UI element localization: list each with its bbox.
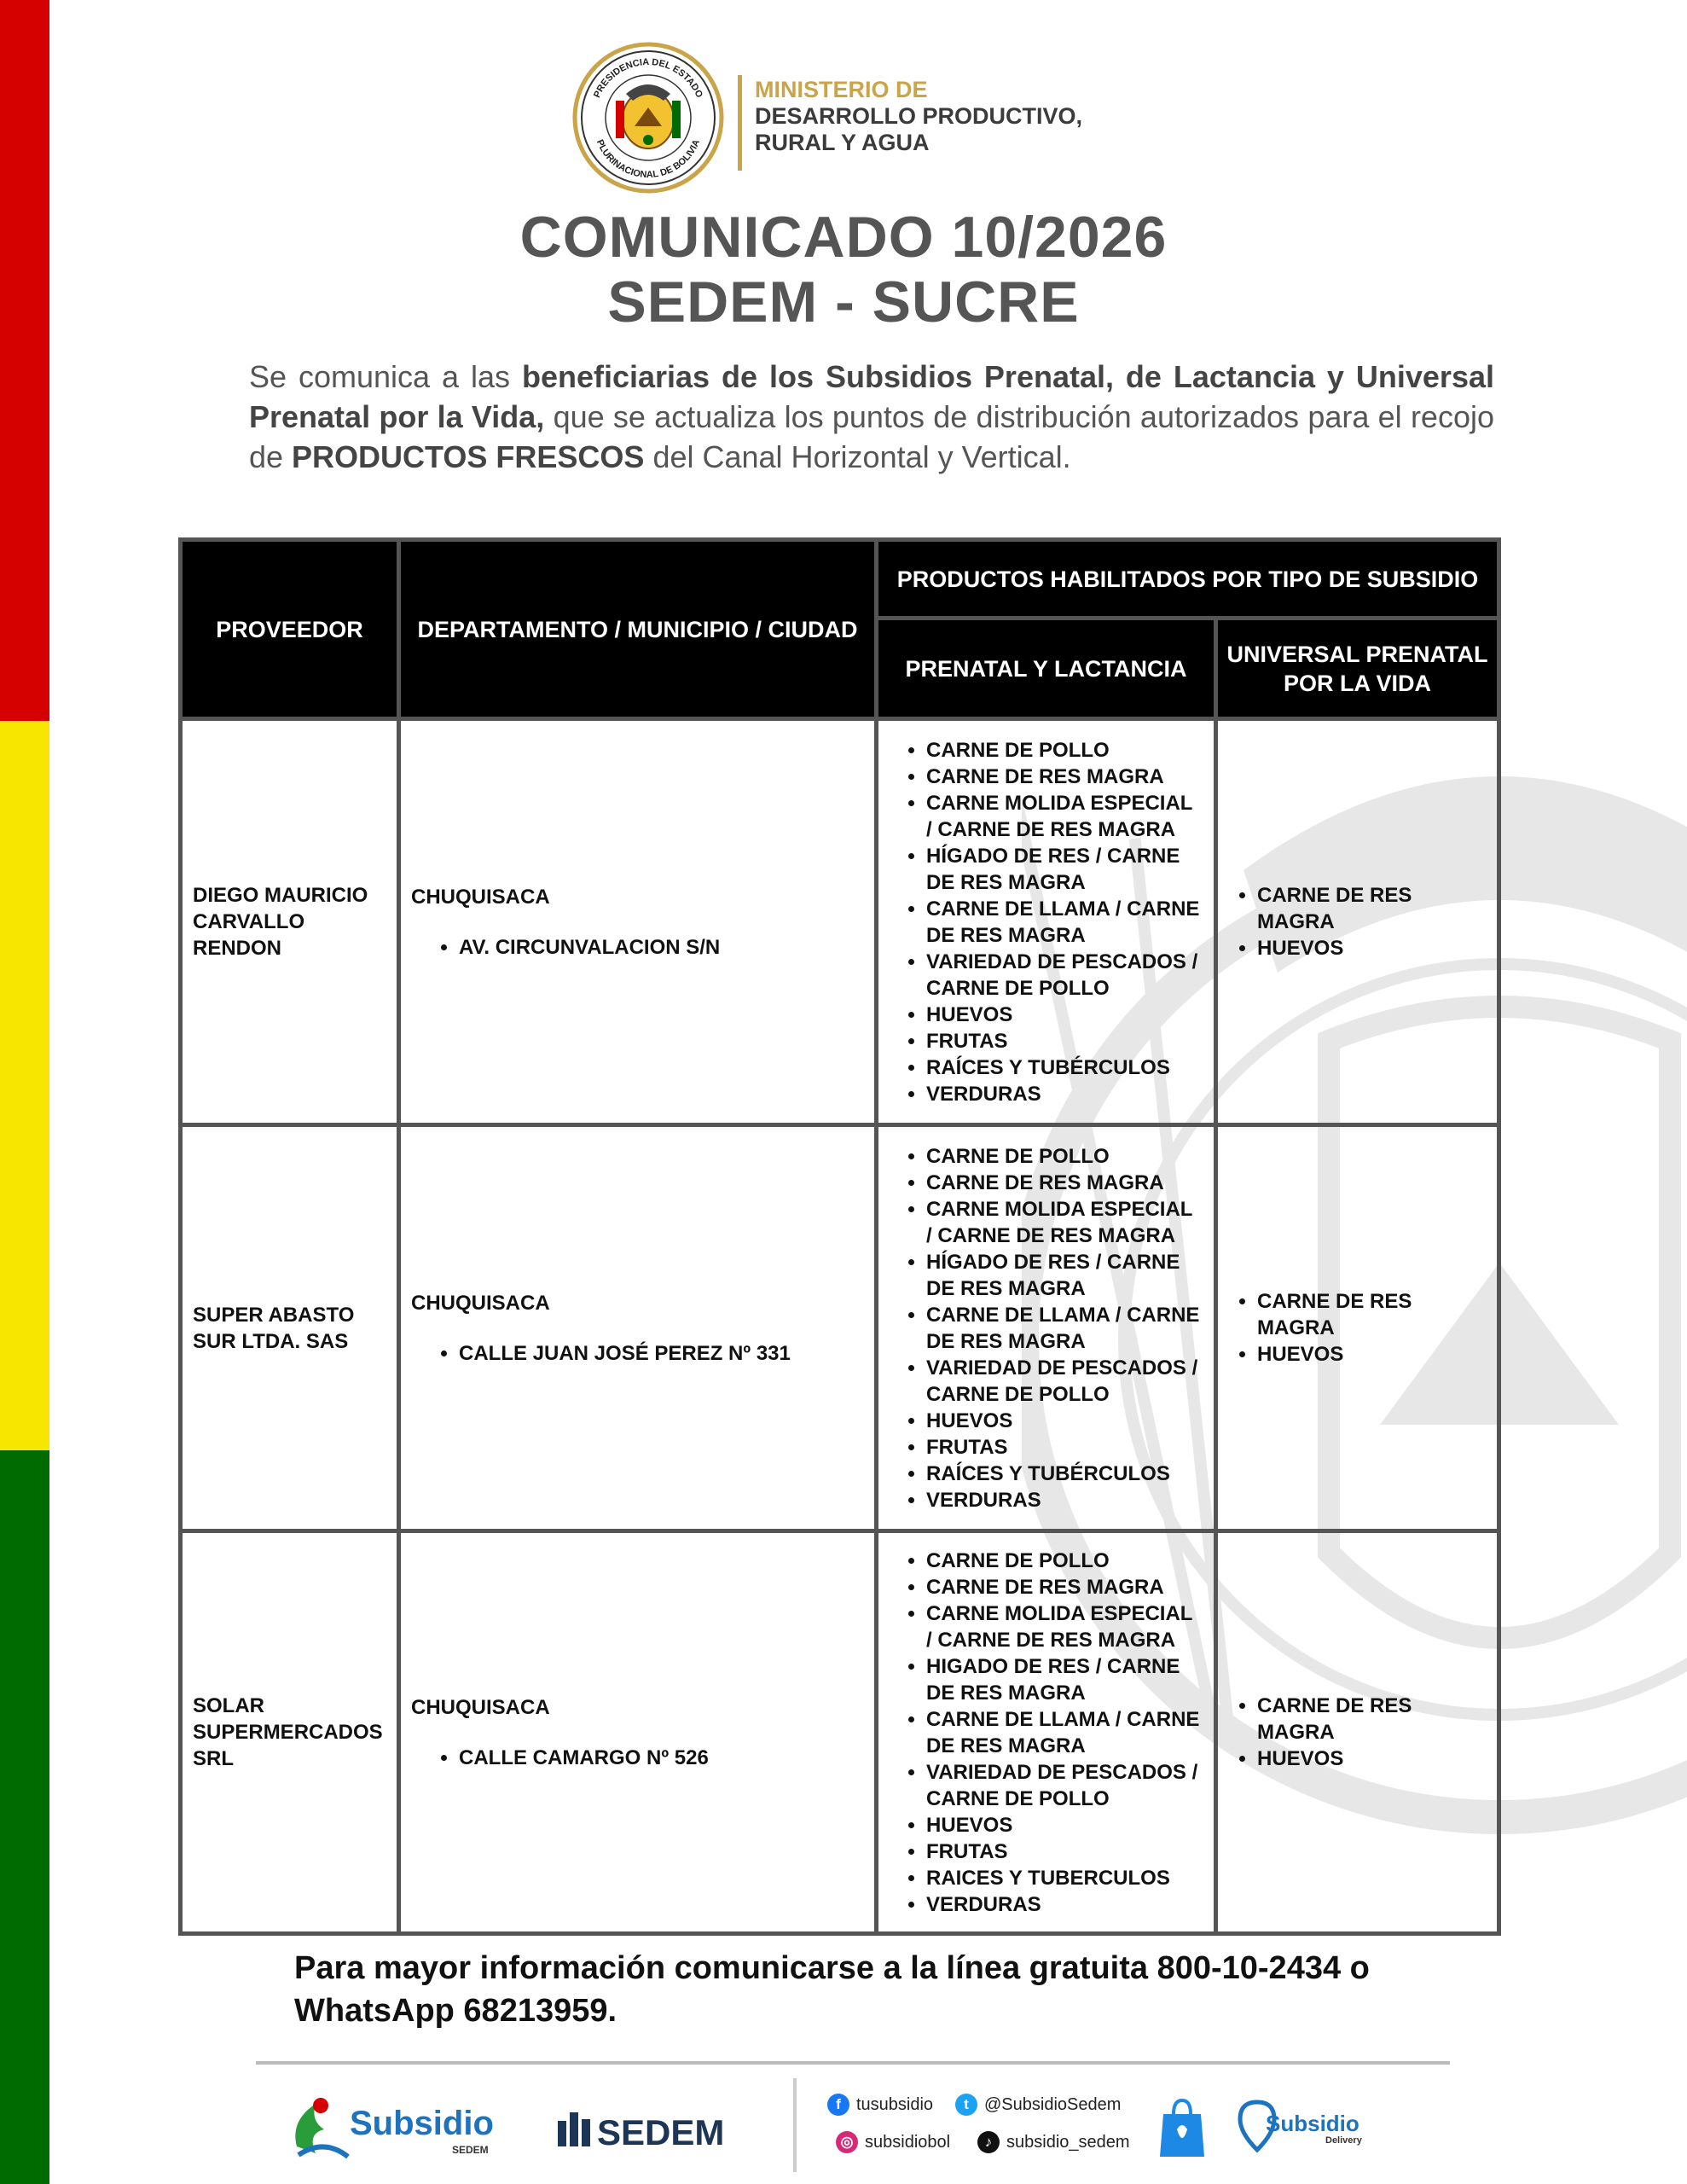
svg-text:Subsidio: Subsidio bbox=[350, 2105, 494, 2142]
prenatal-products-cell bbox=[877, 719, 1216, 1125]
product-item: • FRUTAS bbox=[926, 1434, 1203, 1461]
footer-logos bbox=[273, 2078, 1467, 2172]
svg-text:PLURINACIONAL DE BOLIVIA: PLURINACIONAL DE BOLIVIA bbox=[594, 137, 703, 181]
universal-products-cell bbox=[1216, 1531, 1499, 1934]
address-list bbox=[411, 934, 864, 961]
product-item: • HÍGADO DE RES / CARNE DE RES MAGRA bbox=[926, 843, 1203, 896]
tiktok-icon: ♪ bbox=[977, 2131, 1000, 2153]
product-item: • HUEVOS bbox=[1257, 1745, 1487, 1772]
product-item: • FRUTAS bbox=[926, 1028, 1203, 1054]
prenatal-products-list bbox=[889, 1548, 1203, 1918]
twitter-link[interactable] bbox=[955, 2094, 1121, 2116]
distribution-table bbox=[178, 537, 1501, 1936]
product-item: • HUEVOS bbox=[1257, 1341, 1487, 1368]
address-list bbox=[411, 1745, 864, 1771]
product-item: • CARNE MOLIDA ESPECIAL / CARNE DE RES MAGRA bbox=[926, 1196, 1203, 1249]
product-item: • CARNE DE RES MAGRA bbox=[926, 1574, 1203, 1600]
table-row bbox=[181, 719, 1499, 1125]
address-item: • CALLE JUAN JOSÉ PEREZ Nº 331 bbox=[459, 1340, 864, 1367]
product-item: • RAÍCES Y TUBÉRCULOS bbox=[926, 1461, 1203, 1487]
svg-text:SEDEM: SEDEM bbox=[452, 2144, 489, 2156]
prenatal-products-list bbox=[889, 737, 1203, 1107]
department-name: CHUQUISACA bbox=[411, 1291, 550, 1315]
page-title bbox=[0, 205, 1687, 334]
prenatal-products-cell bbox=[877, 1125, 1216, 1531]
svg-text:PRESIDENCIA DEL ESTADO: PRESIDENCIA DEL ESTADO bbox=[592, 56, 704, 100]
ministry-line1: MINISTERIO DE bbox=[755, 77, 928, 102]
product-item: • HUEVOS bbox=[926, 1002, 1203, 1028]
product-item: • HUEVOS bbox=[926, 1408, 1203, 1434]
address-item: • CALLE CAMARGO Nº 526 bbox=[459, 1745, 864, 1771]
shopping-bag-icon bbox=[1157, 2095, 1208, 2160]
provider-cell: SOLAR SUPERMERCADOS SRL bbox=[181, 1531, 399, 1934]
product-item: • VERDURAS bbox=[926, 1081, 1203, 1107]
intro-text-1: Se comunica a las bbox=[249, 359, 522, 394]
product-item: • CARNE DE POLLO bbox=[926, 1548, 1203, 1574]
intro-bold-2: PRODUCTOS FRESCOS bbox=[292, 439, 645, 474]
location-cell bbox=[399, 719, 877, 1125]
product-item: • CARNE DE RES MAGRA bbox=[926, 1170, 1203, 1196]
universal-products-list bbox=[1228, 1693, 1487, 1772]
location-cell bbox=[399, 1531, 877, 1934]
location-cell bbox=[399, 1125, 877, 1531]
product-item: • VARIEDAD DE PESCADOS / CARNE DE POLLO bbox=[926, 1759, 1203, 1812]
tiktok-link[interactable] bbox=[977, 2131, 1130, 2153]
svg-text:Subsidio: Subsidio bbox=[1266, 2111, 1359, 2136]
table-row bbox=[181, 1531, 1499, 1934]
product-item: • RAICES Y TUBERCULOS bbox=[926, 1865, 1203, 1891]
product-item: • VERDURAS bbox=[926, 1487, 1203, 1513]
facebook-link[interactable] bbox=[827, 2094, 933, 2116]
product-item: • CARNE MOLIDA ESPECIAL / CARNE DE RES MAGRA bbox=[926, 790, 1203, 843]
tiktok-handle: subsidio_sedem bbox=[1006, 2132, 1130, 2152]
universal-products-list bbox=[1228, 882, 1487, 961]
product-item: • CARNE DE LLAMA / CARNE DE RES MAGRA bbox=[926, 896, 1203, 949]
sedem-logo-icon bbox=[554, 2095, 751, 2164]
product-item: • HÍGADO DE RES / CARNE DE RES MAGRA bbox=[926, 1249, 1203, 1302]
ministry-line2: DESARROLLO PRODUCTIVO, bbox=[755, 103, 1083, 129]
universal-products-cell bbox=[1216, 719, 1499, 1125]
footer-divider bbox=[256, 2061, 1450, 2065]
product-item: • CARNE DE RES MAGRA bbox=[926, 764, 1203, 790]
product-item: • HUEVOS bbox=[926, 1812, 1203, 1838]
product-item: • RAÍCES Y TUBÉRCULOS bbox=[926, 1054, 1203, 1081]
product-item: • CARNE DE LLAMA / CARNE DE RES MAGRA bbox=[926, 1706, 1203, 1759]
instagram-handle: subsidiobol bbox=[865, 2132, 951, 2152]
title-line2: SEDEM - SUCRE bbox=[607, 270, 1080, 334]
twitter-icon: t bbox=[955, 2094, 977, 2116]
intro-text-2: que se actualiza los puntos de distribución autorizados para el recojo de bbox=[249, 399, 1494, 474]
intro-paragraph bbox=[249, 357, 1494, 477]
svg-text:Delivery: Delivery bbox=[1325, 2135, 1362, 2146]
header-location: DEPARTAMENTO / MUNICIPIO / CIUDAD bbox=[399, 540, 877, 719]
provider-cell: SUPER ABASTO SUR LTDA. SAS bbox=[181, 1125, 399, 1531]
product-item: • CARNE DE POLLO bbox=[926, 737, 1203, 764]
department-name: CHUQUISACA bbox=[411, 885, 550, 909]
universal-products-cell bbox=[1216, 1125, 1499, 1531]
header-prenatal: PRENATAL Y LACTANCIA bbox=[877, 619, 1216, 719]
instagram-link[interactable] bbox=[836, 2131, 950, 2153]
facebook-handle: tusubsidio bbox=[856, 2094, 934, 2114]
product-item: • CARNE DE RES MAGRA bbox=[1257, 882, 1487, 935]
ministry-divider bbox=[738, 75, 742, 171]
subsidio-delivery-logo-icon bbox=[1237, 2094, 1373, 2162]
product-item: • VARIEDAD DE PESCADOS / CARNE DE POLLO bbox=[926, 1355, 1203, 1408]
address-item: • AV. CIRCUNVALACION S/N bbox=[459, 934, 864, 961]
presidency-seal-icon bbox=[571, 41, 725, 195]
product-item: • CARNE DE LLAMA / CARNE DE RES MAGRA bbox=[926, 1302, 1203, 1355]
product-item: • HIGADO DE RES / CARNE DE RES MAGRA bbox=[926, 1653, 1203, 1706]
ministry-name bbox=[755, 77, 1082, 156]
header-provider: PROVEEDOR bbox=[181, 540, 399, 719]
table-row bbox=[181, 1125, 1499, 1531]
header bbox=[571, 41, 1151, 195]
twitter-handle: @SubsidioSedem bbox=[984, 2094, 1122, 2114]
universal-products-list bbox=[1228, 1288, 1487, 1368]
product-item: • FRUTAS bbox=[926, 1838, 1203, 1865]
contact-note: Para mayor información comunicarse a la línea gratuita 800-10-2434 o WhatsApp 68213959. bbox=[294, 1950, 1370, 2029]
svg-text:SEDEM: SEDEM bbox=[597, 2112, 725, 2152]
prenatal-products-list bbox=[889, 1143, 1203, 1513]
subsidio-logo-icon bbox=[281, 2087, 503, 2164]
product-item: • CARNE MOLIDA ESPECIAL / CARNE DE RES MAGRA bbox=[926, 1600, 1203, 1653]
ministry-line3: RURAL Y AGUA bbox=[755, 130, 930, 155]
product-item: • VERDURAS bbox=[926, 1891, 1203, 1918]
header-universal: UNIVERSAL PRENATAL POR LA VIDA bbox=[1216, 619, 1499, 719]
department-name: CHUQUISACA bbox=[411, 1695, 550, 1719]
facebook-icon: f bbox=[827, 2094, 849, 2116]
title-line1: COMUNICADO 10/2026 bbox=[519, 205, 1168, 270]
intro-text-3: del Canal Horizontal y Vertical. bbox=[644, 439, 1071, 474]
header-products: PRODUCTOS HABILITADOS POR TIPO DE SUBSIDIO bbox=[877, 540, 1499, 619]
instagram-icon: ◎ bbox=[836, 2131, 858, 2153]
product-item: • HUEVOS bbox=[1257, 935, 1487, 961]
provider-cell: DIEGO MAURICIO CARVALLO RENDON bbox=[181, 719, 399, 1125]
product-item: • CARNE DE RES MAGRA bbox=[1257, 1288, 1487, 1341]
logos-divider bbox=[793, 2078, 797, 2172]
address-list bbox=[411, 1340, 864, 1367]
prenatal-products-cell bbox=[877, 1531, 1216, 1934]
product-item: • CARNE DE RES MAGRA bbox=[1257, 1693, 1487, 1745]
intro-bold-1: beneficiarias de los Subsidios Prenatal, de Lactancia y Universal Prenatal por la Vida, bbox=[249, 359, 1494, 434]
product-item: • VARIEDAD DE PESCADOS / CARNE DE POLLO bbox=[926, 949, 1203, 1002]
product-item: • CARNE DE POLLO bbox=[926, 1143, 1203, 1170]
